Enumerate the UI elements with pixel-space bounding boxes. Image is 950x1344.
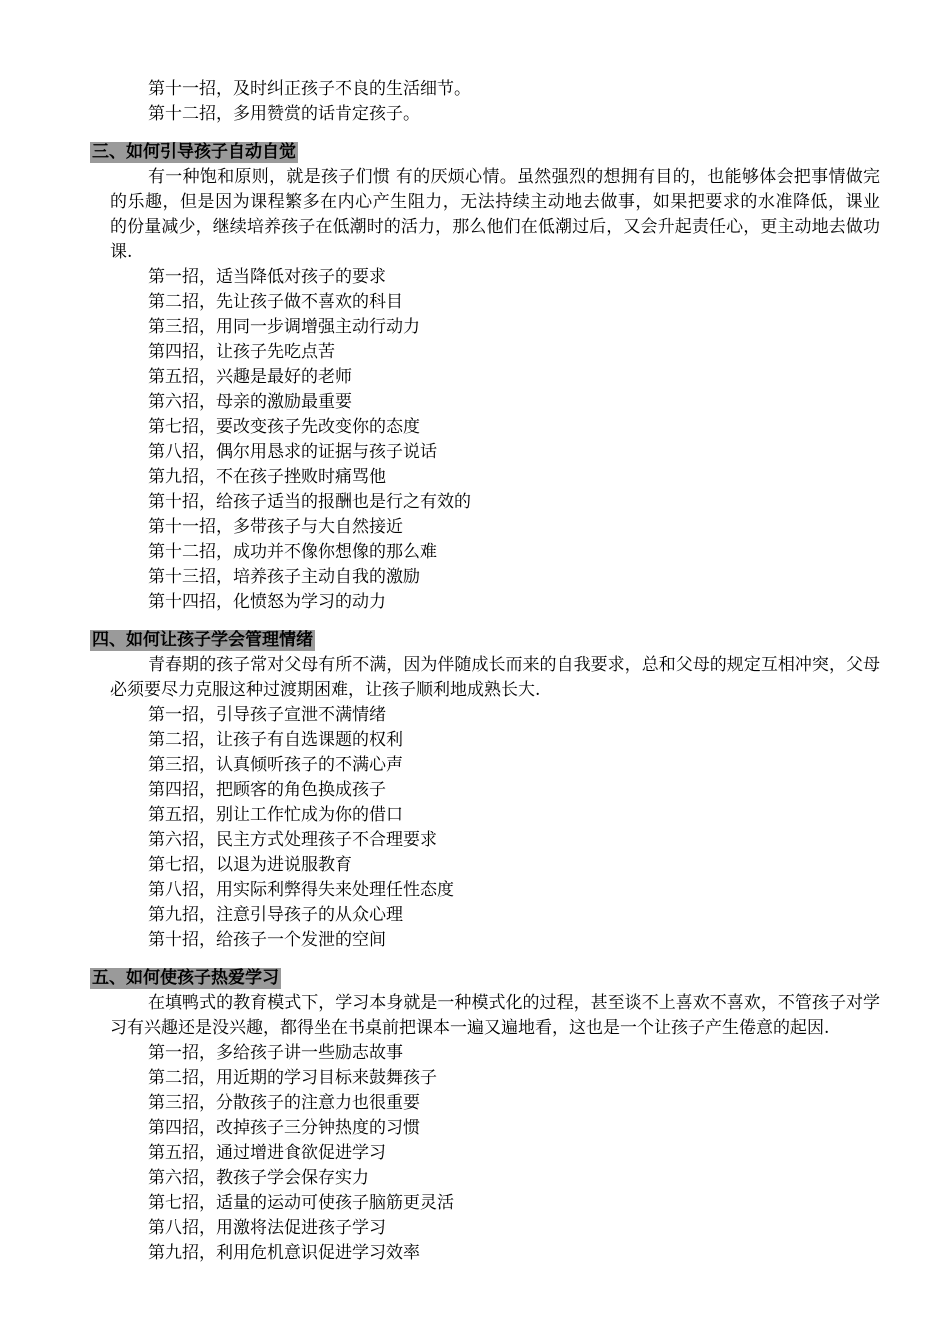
section-4 bbox=[0, 628, 950, 953]
section-heading: 三、如何引导孩子自动自觉 bbox=[92, 142, 296, 162]
list-item: 第五招，通过增进食欲促进学习 bbox=[148, 1143, 386, 1163]
section-heading: 四、如何让孩子学会管理情绪 bbox=[92, 630, 313, 650]
list-item: 第八招，偶尔用恳求的证据与孩子说话 bbox=[148, 442, 437, 462]
list-item: 第八招，用激将法促进孩子学习 bbox=[148, 1218, 386, 1238]
list-item: 第十二招，多用赞赏的话肯定孩子。 bbox=[148, 104, 420, 124]
section-intro: 有一种饱和原则，就是孩子们惯 有的厌烦心情。虽然强烈的想拥有目的，也能够体会把事情做完的乐趣，但是因为课程繁多在内心产生阻力，无法持续主动地去做事，如果把要求的水准降低，课业 的份量减少，继续培养孩子在低潮时的活力，那么他们在低潮过后，又会升起责任心，更主动地去做功课. bbox=[110, 167, 880, 262]
list-item: 第七招，要改变孩子先改变你的态度 bbox=[148, 417, 420, 437]
list-item: 第三招，分散孩子的注意力也很重要 bbox=[148, 1093, 420, 1113]
tips-list bbox=[0, 1041, 950, 1266]
list-item: 第六招，教孩子学会保存实力 bbox=[148, 1168, 369, 1188]
section-heading: 五、如何使孩子热爱学习 bbox=[92, 968, 279, 988]
list-item: 第六招，民主方式处理孩子不合理要求 bbox=[148, 830, 437, 850]
list-item: 第二招，让孩子有自选课题的权利 bbox=[148, 730, 403, 750]
list-item: 第十三招，培养孩子主动自我的激励 bbox=[148, 567, 420, 587]
list-item: 第七招，以退为进说服教育 bbox=[148, 855, 352, 875]
list-item: 第十一招，多带孩子与大自然接近 bbox=[148, 517, 403, 537]
list-item: 第四招，让孩子先吃点苦 bbox=[148, 342, 335, 362]
section-intro: 青春期的孩子常对父母有所不满，因为伴随成长而来的自我要求，总和父母的规定互相冲突，父母必须要尽力克服这种过渡期困难，让孩子顺利地成熟长大. bbox=[110, 655, 880, 700]
list-item: 第四招，改掉孩子三分钟热度的习惯 bbox=[148, 1118, 420, 1138]
list-item: 第一招，多给孩子讲一些励志故事 bbox=[148, 1043, 403, 1063]
list-item: 第一招，引导孩子宣泄不满情绪 bbox=[148, 705, 386, 725]
list-item: 第五招，兴趣是最好的老师 bbox=[148, 367, 352, 387]
list-item: 第二招，用近期的学习目标来鼓舞孩子 bbox=[148, 1068, 437, 1088]
list-item: 第十招，给孩子一个发泄的空间 bbox=[148, 930, 386, 950]
list-item: 第九招，不在孩子挫败时痛骂他 bbox=[148, 467, 386, 487]
list-item: 第三招，认真倾听孩子的不满心声 bbox=[148, 755, 403, 775]
tips-list bbox=[0, 703, 950, 953]
list-item: 第十一招，及时纠正孩子不良的生活细节。 bbox=[148, 79, 471, 99]
list-item: 第三招，用同一步调增强主动行动力 bbox=[148, 317, 420, 337]
section-intro: 在填鸭式的教育模式下，学习本身就是一种模式化的过程，甚至谈不上喜欢不喜欢，不管孩子对学习有兴趣还是没兴趣，都得坐在书桌前把课本一遍又遍地看，这也是一个让孩子产生倦意的起因. bbox=[110, 993, 880, 1038]
list-item: 第五招，别让工作忙成为你的借口 bbox=[148, 805, 403, 825]
list-item: 第四招，把顾客的角色换成孩子 bbox=[148, 780, 386, 800]
top-list bbox=[0, 77, 950, 127]
list-item: 第十二招，成功并不像你想像的那么难 bbox=[148, 542, 437, 562]
list-item: 第九招，利用危机意识促进学习效率 bbox=[148, 1243, 420, 1263]
tips-list bbox=[0, 265, 950, 615]
list-item: 第十四招，化愤怒为学习的动力 bbox=[148, 592, 386, 612]
list-item: 第八招，用实际利弊得失来处理任性态度 bbox=[148, 880, 454, 900]
list-item: 第十招，给孩子适当的报酬也是行之有效的 bbox=[148, 492, 471, 512]
list-item: 第九招，注意引导孩子的从众心理 bbox=[148, 905, 403, 925]
list-item: 第七招，适量的运动可使孩子脑筋更灵活 bbox=[148, 1193, 454, 1213]
section-3 bbox=[0, 140, 950, 615]
list-item: 第一招，适当降低对孩子的要求 bbox=[148, 267, 386, 287]
list-item: 第六招，母亲的激励最重要 bbox=[148, 392, 352, 412]
list-item: 第二招，先让孩子做不喜欢的科目 bbox=[148, 292, 403, 312]
section-5 bbox=[0, 966, 950, 1266]
